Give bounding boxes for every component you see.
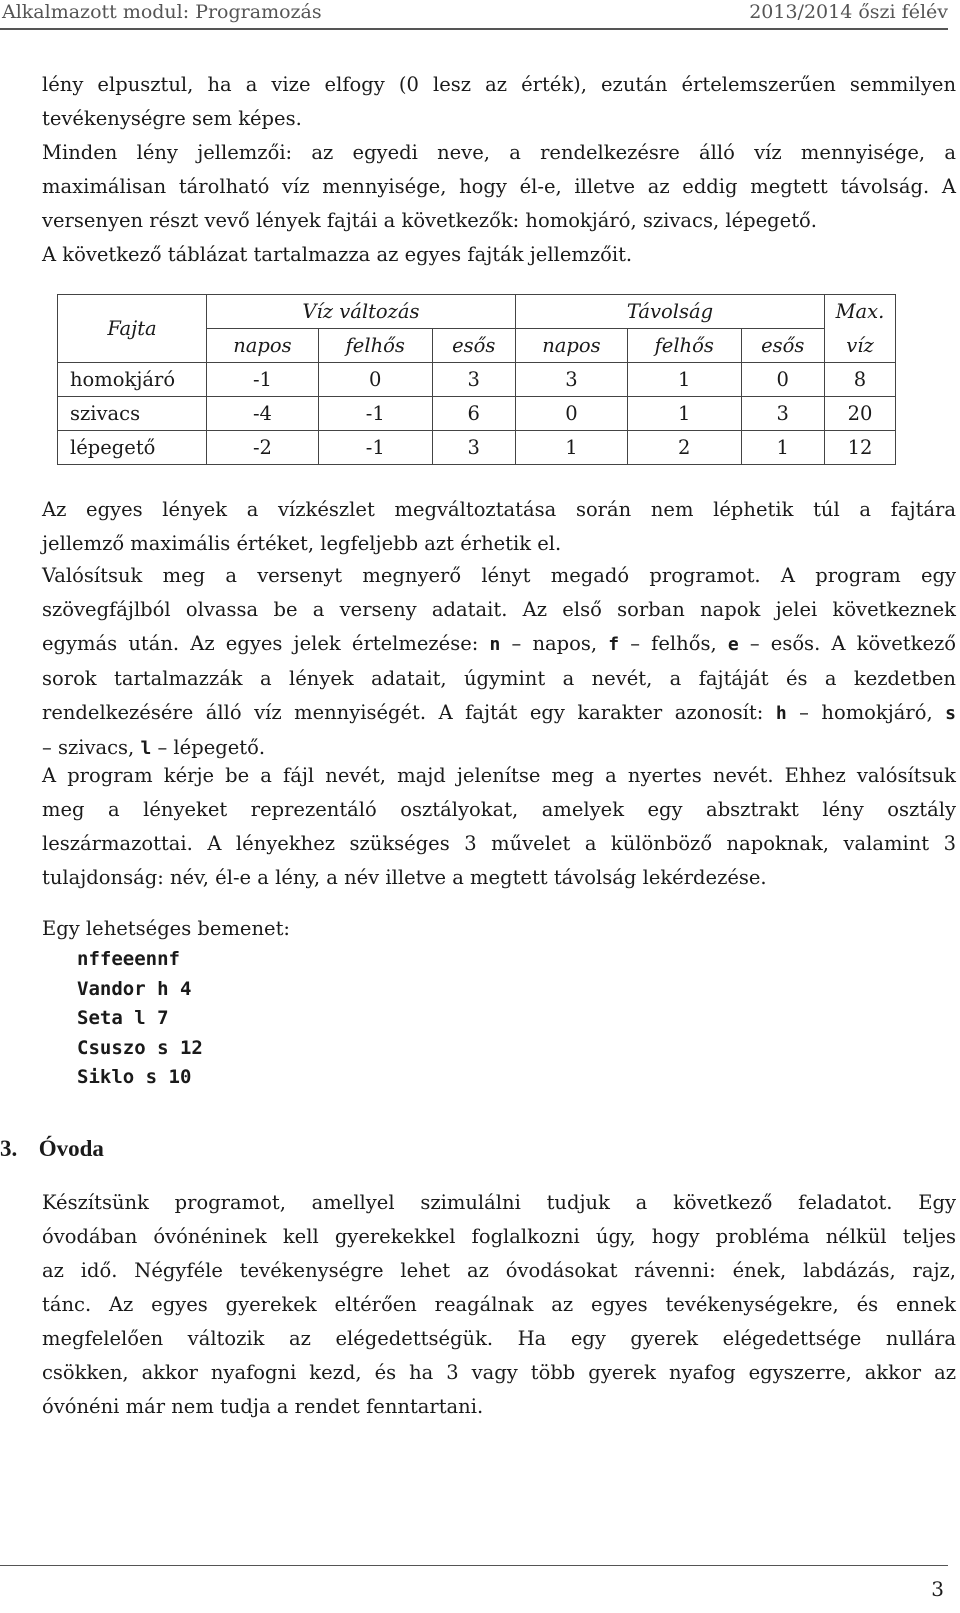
text-line: meg a lényeket reprezentáló osztályokat, amelyek egy absztrakt lény osztály	[42, 798, 956, 821]
table-header-tavolsag: Távolság	[515, 295, 824, 329]
table-cell: 12	[825, 431, 896, 465]
text-run: egymás után. Az egyes jelek értelmezése:	[42, 632, 490, 655]
text-line: óvónéni már nem tudja a rendet fenntartani.	[42, 1395, 484, 1418]
text-line: az idő. Négyféle tevékenységre lehet az óvodásokat rávenni: ének, labdázás, rajz,	[42, 1259, 956, 1282]
table-header-max: Max.	[825, 295, 896, 329]
text-line: A program kérje be a fájl nevét, majd jelenítse meg a nyertes nevét. Ehhez valósítsuk	[42, 764, 956, 787]
table-cell: 3	[432, 431, 515, 465]
table-cell: -2	[207, 431, 319, 465]
table-cell: 6	[432, 397, 515, 431]
example-label	[42, 912, 956, 946]
table-subheader: napos	[515, 329, 627, 363]
table-cell: 0	[515, 397, 627, 431]
table-subheader: felhős	[318, 329, 432, 363]
text-line: Minden lény jellemzői: az egyedi neve, a rendelkezésre álló víz mennyisége, a	[42, 141, 956, 164]
table-row	[58, 397, 896, 431]
text-line: megfelelően változik az elégedettségük. Ha egy gyerek elégedettsége nullára	[42, 1327, 956, 1350]
text-line: tulajdonság: név, él-e a lény, a név illetve a megtett távolság lekérdezése.	[42, 866, 767, 889]
code-line: Seta l 7	[77, 1007, 169, 1029]
text-run: – homokjáró,	[786, 701, 946, 724]
section-number: 3.	[0, 1136, 18, 1161]
code-char-n: n	[489, 634, 501, 655]
table-subheader: felhős	[627, 329, 741, 363]
text-run: – szivacs,	[42, 736, 141, 759]
example-label-text: Egy lehetséges bemenet:	[42, 917, 290, 940]
text-line: maximálisan tárolható víz mennyisége, hogy él-e, illetve az eddig megtett távolság. A	[42, 175, 956, 198]
text-line: tánc. Az egyes gyerekek eltérően reagálnak az egyes tevékenységekre, és ennek	[42, 1293, 956, 1316]
text-line: sorok tartalmazzák a lények adatait, úgymint a nevét, a fajtáját és a kezdetben	[42, 667, 956, 690]
text-line: szövegfájlból olvassa be a verseny adatait. Az első sorban napok jelei következnek	[42, 598, 956, 621]
section-heading	[0, 1136, 104, 1162]
page-header	[0, 0, 948, 30]
code-line: nffeeennf	[77, 948, 180, 970]
table-subheader: esős	[432, 329, 515, 363]
table-cell: 2	[627, 431, 741, 465]
text-run: – felhős,	[619, 632, 728, 655]
text-line: jellemző maximális értéket, legfeljebb azt érhetik el.	[42, 532, 562, 555]
table-cell: 3	[515, 363, 627, 397]
text-run: – lépegető.	[151, 736, 266, 759]
table-cell-species: szivacs	[58, 397, 207, 431]
text-line: tevékenységre sem képes.	[42, 107, 302, 130]
page-number: 3	[931, 1577, 944, 1601]
text-line: Valósítsuk meg a versenyt megnyerő lényt megadó programot. A program egy	[42, 564, 956, 587]
code-char-l: l	[140, 738, 152, 759]
requirements-paragraph	[42, 759, 956, 895]
table-cell: 0	[741, 363, 824, 397]
text-line: lény elpusztul, ha a vize elfogy (0 lesz az érték), ezután értelemszerűen semmilyen	[42, 73, 956, 96]
text-line	[42, 627, 956, 662]
code-char-f: f	[608, 634, 620, 655]
text-line: A következő táblázat tartalmazza az egyes fajták jellemzőit.	[42, 243, 633, 266]
table-cell: 3	[741, 397, 824, 431]
species-table	[57, 294, 896, 465]
table-cell: 1	[515, 431, 627, 465]
footer-divider	[0, 1565, 948, 1566]
table-cell: 1	[627, 363, 741, 397]
table-cell: 0	[318, 363, 432, 397]
text-line: Az egyes lények a vízkészlet megváltoztatása során nem léphetik túl a fajtára	[42, 498, 956, 521]
intro-paragraph	[42, 68, 956, 272]
header-course-title: Alkalmazott modul: Programozás	[2, 1, 322, 23]
text-line: leszármazottai. A lényekhez szükséges 3 művelet a különböző napoknak, valamint 3	[42, 832, 956, 855]
table-cell: 1	[627, 397, 741, 431]
text-line: Készítsünk programot, amellyel szimulálni tudjuk a következő feladatot. Egy	[42, 1191, 956, 1214]
text-line: csökken, akkor nyafogni kezd, és ha 3 vagy több gyerek nyafog egyszerre, akkor az	[42, 1361, 956, 1384]
example-input-code	[77, 945, 203, 1093]
text-run: – napos,	[500, 632, 609, 655]
code-char-h: h	[775, 703, 787, 724]
table-cell: -1	[318, 431, 432, 465]
text-line: óvodában óvónéninek kell gyerekekkel foglalkozni úgy, hogy probléma nélkül teljes	[42, 1225, 956, 1248]
code-line: Siklo s 10	[77, 1066, 192, 1088]
code-line: Csuszo s 12	[77, 1036, 203, 1059]
table-cell: 8	[825, 363, 896, 397]
text-run: rendelkezésére álló víz mennyiségét. A fajtát egy karakter azonosít:	[42, 701, 776, 724]
table-subheader: esős	[741, 329, 824, 363]
table-cell-species: lépegető	[58, 431, 207, 465]
table-cell-species: homokjáró	[58, 363, 207, 397]
constraint-paragraph	[42, 493, 956, 561]
code-char-e: e	[727, 634, 739, 655]
table-header-fajta: Fajta	[58, 295, 207, 363]
text-run: – esős. A következő	[738, 632, 957, 655]
task-paragraph	[42, 559, 956, 766]
table-cell: -1	[318, 397, 432, 431]
table-header-viz-valtozas: Víz változás	[207, 295, 516, 329]
table-cell: -1	[207, 363, 319, 397]
code-line: Vandor h 4	[77, 977, 192, 1000]
table-cell: 20	[825, 397, 896, 431]
header-semester: 2013/2014 őszi félév	[749, 1, 948, 23]
table-subheader-viz: víz	[825, 329, 896, 363]
text-line: versenyen részt vevő lények fajtái a következők: homokjáró, szivacs, lépegető.	[42, 209, 817, 232]
table-cell: 3	[432, 363, 515, 397]
text-line	[42, 696, 956, 731]
table-cell: 1	[741, 431, 824, 465]
table-row	[58, 363, 896, 397]
table-cell: -4	[207, 397, 319, 431]
section-title: Óvoda	[38, 1136, 104, 1161]
table-row	[58, 431, 896, 465]
code-char-s: s	[945, 703, 957, 724]
table-subheader: napos	[207, 329, 319, 363]
ovoda-paragraph	[42, 1186, 956, 1424]
